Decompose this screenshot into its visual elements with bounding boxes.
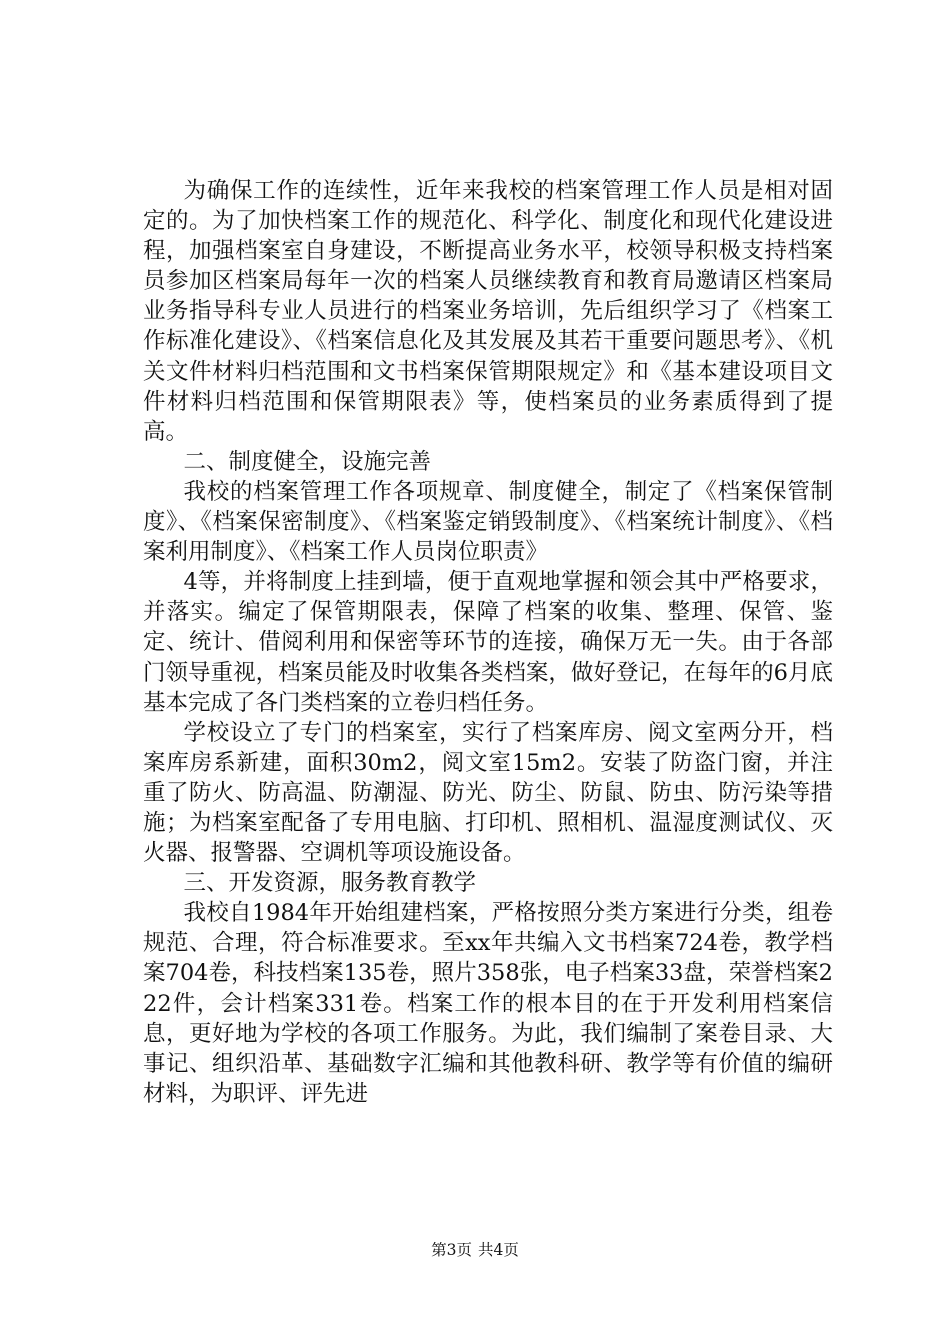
document-body <box>143 176 833 1109</box>
paragraph-rules-list: 我校的档案管理工作各项规章、制度健全，制定了《档案保管制度》、《档案保密制度》、《档案鉴定销毁制度》、《档案统计制度》、《档案利用制度》、《档案工作人员岗位职责》 <box>143 478 833 566</box>
paragraph-rules-implementation: 4等，并将制度上挂到墙，便于直观地掌握和领会其中严格要求，并落实。编定了保管期限表，保障了档案的收集、整理、保管、鉴定、统计、借阅利用和保密等环节的连接，确保万无一失。由于各部门领导重视，档案员能及时收集各类档案，做好登记，在每年的6月底基本完成了各门类档案的立卷归档任务。 <box>143 569 833 716</box>
paragraph-archive-statistics: 我校自1984年开始组建档案，严格按照分类方案进行分类，组卷规范、合理，符合标准要求。至xx年共编入文书档案724卷，教学档案704卷，科技档案135卷，照片358张，电子档案33盘，荣誉档案222件，会计档案331卷。档案工作的根本目的在于开发利用档案信息，更好地为学校的各项工作服务。为此，我们编制了案卷目录、大事记、组织沿革、基础数字汇编和其他教科研、教学等有价值的编研材料，为职评、评先进 <box>143 900 833 1107</box>
paragraph-staffing-training: 为确保工作的连续性，近年来我校的档案管理工作人员是相对固定的。为了加快档案工作的规范化、科学化、制度化和现代化建设进程，加强档案室自身建设，不断提高业务水平，校领导积极支持档案员参加区档案局每年一次的档案人员继续教育和教育局邀请区档案局业务指导科专业人员进行的档案业务培训，先后组织学习了《档案工作标准化建设》、《档案信息化及其发展及其若干重要问题思考》、《机关文件材料归档范围和文书档案保管期限规定》和《基本建设项目文件材料归档范围和保管期限表》等，使档案员的业务素质得到了提高。 <box>143 178 833 445</box>
page-total: 共4页 <box>478 1241 519 1259</box>
section-heading-resources-service: 三、开发资源，服务教育教学 <box>183 870 477 897</box>
page-footer <box>0 1238 950 1260</box>
paragraph-archive-room-facilities: 学校设立了专门的档案室，实行了档案库房、阅文室两分开，档案库房系新建，面积30m2，阅文室15m2。安装了防盗门窗，并注重了防火、防高温、防潮湿、防光、防尘、防鼠、防虫、防污染等措施；为档案室配备了专用电脑、打印机、照相机、温湿度测试仪、灭火器、报警器、空调机等项设施设备。 <box>143 719 833 867</box>
section-heading-rules-facilities: 二、制度健全，设施完善 <box>183 448 432 475</box>
page-number: 第3页 <box>431 1241 472 1259</box>
